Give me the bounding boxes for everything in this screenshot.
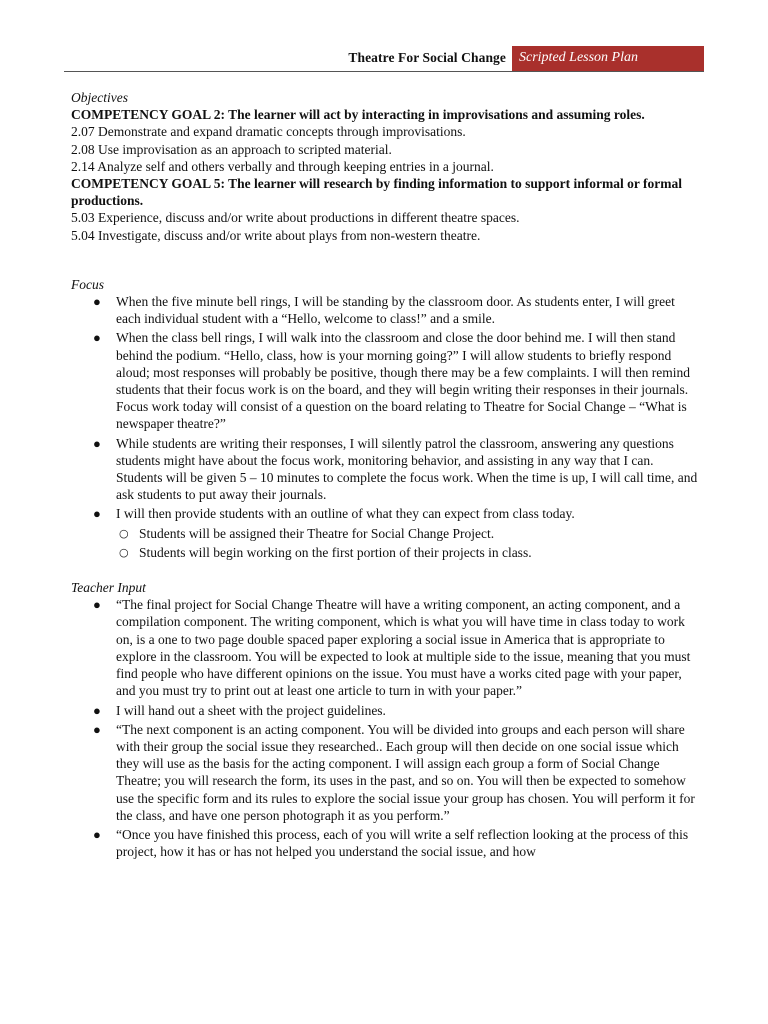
list-item-text: “The next component is an acting component. You will be divided into groups and each person will share with their group the social issue they researched.. Each group will then decide on one social issue which they will use as the basis for the acting component. I will assign each group a form of Social Change Theatre; you will research the form, its uses in the past, and so on. You will then be expected to somehow use the specific form and its rules to explore the social issue your group has chosen. You will perform it for the class, and have one person photograph it as you perform.”: [116, 721, 695, 823]
list-item-text: When the five minute bell rings, I will be standing by the classroom door. As students enter, I will greet each individual student with a “Hello, welcome to class!” and a smile.: [116, 294, 675, 327]
list-item-text: I will hand out a sheet with the project guidelines.: [116, 702, 386, 718]
bullet-icon: ●: [93, 702, 101, 718]
list-item: [71, 826, 701, 860]
list-item: [71, 435, 701, 504]
lesson-content: [71, 89, 701, 862]
list-item-text: When the class bell rings, I will walk into the classroom and close the door behind me. I will then stand behind the podium. “Hello, class, how is your morning going?” I will allow students to briefly respond aloud; most responses will probably be positive, though there may be a few complaints. I will then remind students that their focus work is on the board, and they will begin writing their responses in their journals. Focus work today will consist of a question on the board relating to Theatre for Social Change – “What is newspaper theatre?”: [116, 330, 691, 432]
objective-item: 5.04 Investigate, discuss and/or write about plays from non-western theatre.: [71, 227, 481, 243]
bullet-icon: ●: [93, 826, 101, 842]
bullet-icon: ●: [93, 294, 101, 310]
list-item-text: I will then provide students with an outline of what they can expect from class today.: [116, 506, 575, 522]
objective-item: 2.08 Use improvisation as an approach to scripted material.: [71, 141, 392, 157]
competency-goal-5: COMPETENCY GOAL 5: The learner will research by finding information to support informal or formal productions.: [71, 176, 682, 209]
focus-sublist: [71, 525, 701, 561]
bullet-icon: ●: [93, 506, 101, 522]
sub-list-item-text: Students will begin working on the first portion of their projects in class.: [139, 544, 532, 560]
bullet-icon: ●: [93, 597, 101, 613]
list-item-text: “The final project for Social Change Theatre will have a writing component, an acting component, and a compilation component. The writing component, which is what you will have time in class today to work on, is a one to two page double spaced paper exploring a social issue in America that is appropriate to explore in the classroom. You will be expected to look at multiple side to the issue, meaning that you must find people who have different opinions on the issue. You must have a works cited page with your paper, and you must try to print out at least one article to turn in with your paper.”: [116, 597, 691, 699]
list-item: [71, 329, 701, 432]
list-item: [71, 721, 701, 824]
list-item: [71, 596, 701, 699]
focus-heading: Focus: [71, 276, 104, 292]
list-item-text: “Once you have finished this process, each of you will write a self reflection looking at the process of this project, how it has or has not helped you understand the social issue, and how: [116, 826, 689, 860]
list-item: [71, 702, 701, 719]
bullet-icon: ●: [93, 721, 101, 737]
objective-item: 2.14 Analyze self and others verbally and through keeping entries in a journal.: [71, 158, 494, 174]
sub-list-item: [71, 525, 701, 542]
hollow-bullet-icon: ○: [119, 545, 129, 559]
focus-list: [71, 293, 701, 523]
sub-list-item: [71, 544, 701, 561]
bullet-icon: ●: [93, 330, 101, 346]
teacher-input-list: [71, 596, 701, 860]
header-divider: [64, 71, 704, 72]
sub-list-item-text: Students will be assigned their Theatre for Social Change Project.: [139, 525, 495, 541]
competency-goal-2: COMPETENCY GOAL 2: The learner will act by interacting in improvisations and assuming roles.: [71, 107, 645, 123]
objective-item: 2.07 Demonstrate and expand dramatic concepts through improvisations.: [71, 124, 466, 140]
objective-item: 5.03 Experience, discuss and/or write about productions in different theatre spaces.: [71, 210, 520, 226]
bullet-icon: ●: [93, 435, 101, 451]
header-title: Theatre For Social Change: [348, 50, 506, 65]
teacher-input-heading: Teacher Input: [71, 580, 146, 596]
header-tab-label: Scripted Lesson Plan: [512, 46, 704, 71]
list-item: [71, 505, 701, 522]
list-item-text: While students are writing their responses, I will silently patrol the classroom, answering any questions students might have about the focus work, monitoring behavior, and assisting in any way that I can. Students will be given 5 – 10 minutes to complete the focus work. When the time is up, I will call time, and ask students to put away their journals.: [116, 435, 698, 503]
objectives-heading: Objectives: [71, 90, 128, 105]
hollow-bullet-icon: ○: [119, 526, 129, 540]
list-item: [71, 293, 701, 327]
